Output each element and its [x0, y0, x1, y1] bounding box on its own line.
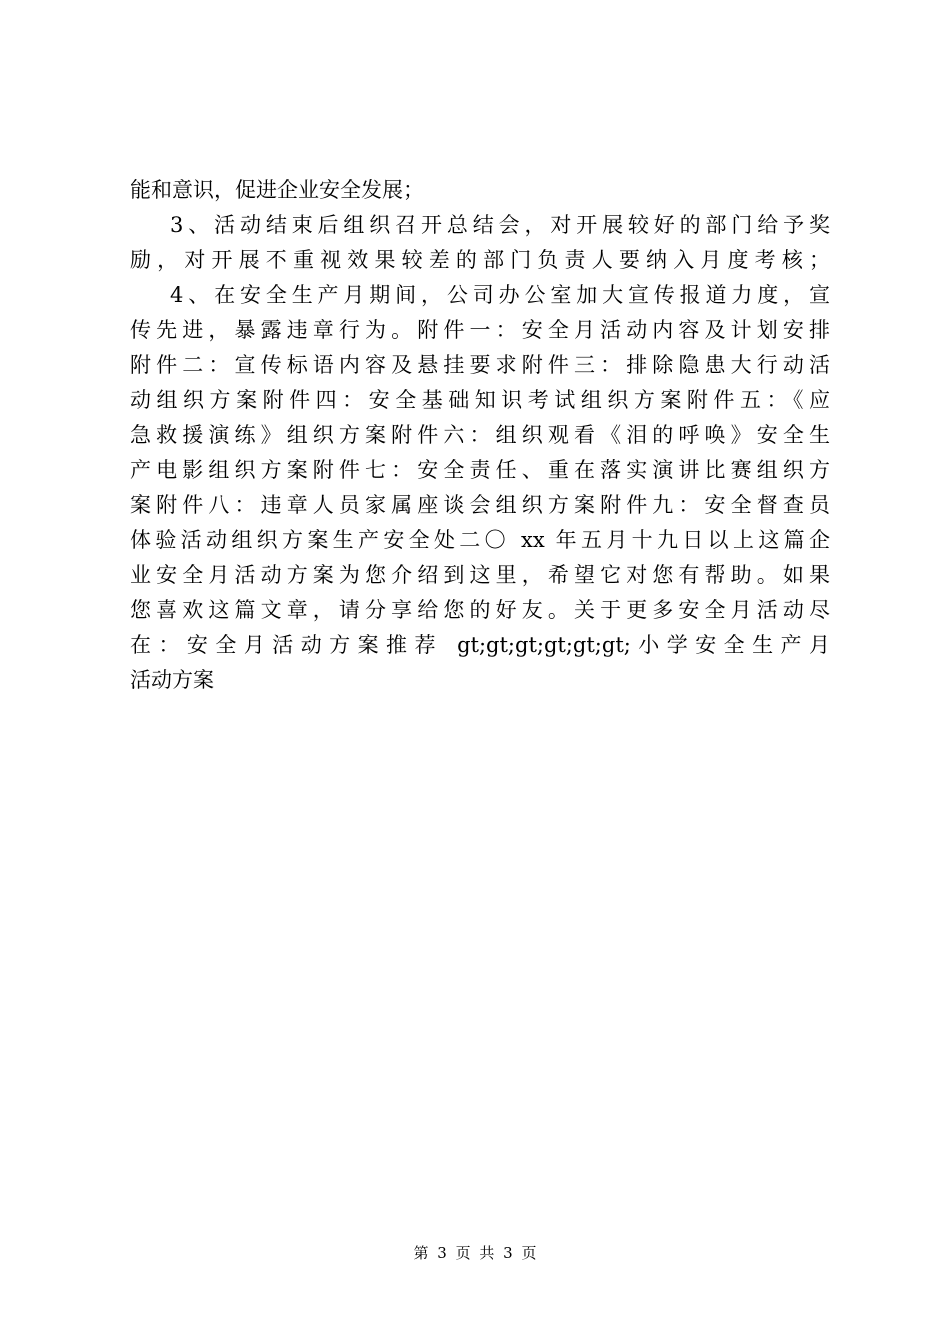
text-line: 3、活动结束后组织召开总结会，对开展较好的部门给予奖	[170, 213, 830, 237]
text-line: 案附件八：违章人员家属座谈会组织方案附件九：安全督查员	[130, 493, 830, 517]
text-line: 动组织方案附件四：安全基础知识考试组织方案附件五：《应	[130, 388, 830, 412]
text-line: 您喜欢这篇文章，请分享给您的好友。关于更多安全月活动尽	[130, 598, 830, 622]
page-number-footer: 第 3 页 共 3 页	[413, 1244, 537, 1262]
text-line: 在：安全月活动方案推荐 gt;gt;gt;gt;gt;gt;小学安全生产月	[130, 633, 830, 657]
text-line: 4、在安全生产月期间，公司办公室加大宣传报道力度，宣	[170, 283, 830, 307]
text-line: 励，对开展不重视效果较差的部门负责人要纳入月度考核；	[130, 248, 830, 272]
text-line: 传先进，暴露违章行为。附件一：安全月活动内容及计划安排	[130, 318, 830, 342]
document-body	[130, 173, 830, 698]
text-line: 附件二：宣传标语内容及悬挂要求附件三：排除隐患大行动活	[130, 353, 830, 377]
text-line: 急救援演练》组织方案附件六：组织观看《泪的呼唤》安全生	[130, 423, 830, 447]
text-line: 业安全月活动方案为您介绍到这里，希望它对您有帮助。如果	[130, 563, 830, 587]
text-line: 体验活动组织方案生产安全处二〇 xx 年五月十九日以上这篇企	[130, 528, 830, 552]
text-line: 能和意识，促进企业安全发展；	[130, 178, 424, 202]
text-line: 活动方案	[130, 668, 214, 692]
text-line: 产电影组织方案附件七：安全责任、重在落实演讲比赛组织方	[130, 458, 830, 482]
